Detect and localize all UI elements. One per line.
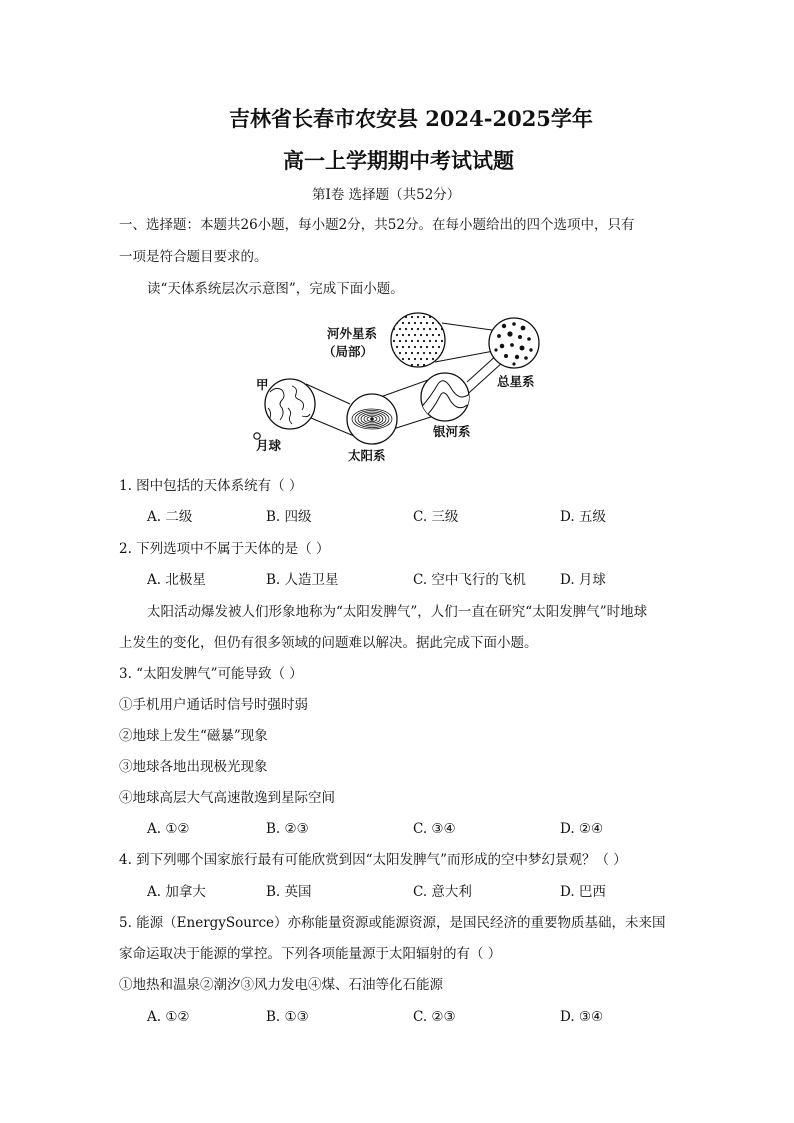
galaxy-dot <box>438 334 440 336</box>
galaxy-dot <box>393 364 395 366</box>
galaxy-dot <box>408 358 410 360</box>
intro-solar-line-1: 太阳活动爆发被人们形象地称为“太阳发脾气”，人们一直在研究“太阳发脾气”时地球 <box>147 604 648 620</box>
label-milky-way: 银河系 <box>433 424 471 439</box>
q3-item-1: ①手机用户通话时信号时强时弱 <box>119 697 308 713</box>
q3-option-d[interactable]: D. ②④ <box>560 821 604 837</box>
galaxy-dot <box>423 328 425 330</box>
galaxy-dot <box>423 364 425 366</box>
q3-item-2: ②地球上发生“磁暴”现象 <box>119 728 268 744</box>
universe-circle <box>489 318 539 368</box>
galaxy-dot <box>417 352 419 354</box>
q3-stem: 3. “太阳发脾气”可能导致（ ） <box>119 666 303 682</box>
galaxy-dot <box>423 340 425 342</box>
q2-stem: 2. 下列选项中不属于天体的是（ ） <box>119 541 330 557</box>
galaxy-dot <box>420 334 422 336</box>
galaxy-dot <box>405 328 407 330</box>
galaxy-dot <box>426 334 428 336</box>
q3-item-3: ③地球各地出现极光现象 <box>119 759 268 775</box>
galaxy-dot <box>417 364 419 366</box>
universe-galaxy-dot <box>521 326 526 331</box>
universe-galaxy-dot <box>512 322 516 326</box>
galaxy-dot <box>423 316 425 318</box>
label-solar-system: 太阳系 <box>348 448 386 462</box>
label-extragalactic-2: （局部） <box>323 344 374 359</box>
galaxy-dot <box>402 322 404 324</box>
galaxy-dot <box>408 322 410 324</box>
galaxy-dot <box>396 334 398 336</box>
galaxy-dot <box>411 352 413 354</box>
universe-galaxy-dot <box>500 344 505 349</box>
galaxy-dot <box>402 358 404 360</box>
q2-option-a[interactable]: A. 北极星 <box>147 572 206 588</box>
section-header: 第Ⅰ卷 选择题（共52分） <box>312 187 461 203</box>
galaxy-dot <box>429 340 431 342</box>
galaxy-dot <box>420 322 422 324</box>
galaxy-dot <box>396 346 398 348</box>
universe-galaxy-dot <box>527 337 531 341</box>
universe-galaxy-dot <box>510 343 514 347</box>
galaxy-dot <box>435 340 437 342</box>
galaxy-dot <box>402 346 404 348</box>
galaxy-dot <box>441 364 443 366</box>
solar-system-circle <box>347 394 397 444</box>
label-jia: 甲 <box>256 377 269 392</box>
q3-item-4: ④地球高层大气高速散逸到星际空间 <box>119 790 335 806</box>
q5-option-d[interactable]: D. ③④ <box>560 1009 604 1025</box>
universe-galaxy-dot <box>515 355 519 359</box>
galaxy-dot <box>435 352 437 354</box>
universe-galaxy-dot <box>494 348 497 351</box>
galaxy-dot <box>435 328 437 330</box>
q4-option-d[interactable]: D. 巴西 <box>560 884 606 900</box>
q5-items: ①地热和温泉②潮汐③风力发电④煤、石油等化石能源 <box>119 977 443 993</box>
galaxy-dot <box>411 364 413 366</box>
galaxy-dot <box>411 316 413 318</box>
q1-option-c[interactable]: C. 三级 <box>413 509 459 525</box>
q2-option-c[interactable]: C. 空中飞行的飞机 <box>413 572 526 588</box>
galaxy-dot <box>402 334 404 336</box>
galaxy-dot <box>432 346 434 348</box>
q3-option-c[interactable]: C. ③④ <box>413 821 456 837</box>
galaxy-dot <box>432 358 434 360</box>
galaxy-dot <box>423 352 425 354</box>
universe-galaxy-dot <box>520 346 525 351</box>
galaxy-dot <box>420 346 422 348</box>
galaxy-dot <box>405 352 407 354</box>
q2-option-d[interactable]: D. 月球 <box>560 572 606 588</box>
galaxy-dot <box>408 346 410 348</box>
galaxy-dot <box>414 322 416 324</box>
galaxy-dot <box>429 316 431 318</box>
galaxy-dot <box>414 334 416 336</box>
q3-option-a[interactable]: A. ①② <box>147 821 190 837</box>
galaxy-dot <box>432 334 434 336</box>
universe-galaxy-dot <box>524 356 528 360</box>
label-moon: 月球 <box>256 438 282 453</box>
universe-galaxy-dot <box>529 348 532 351</box>
q5-option-b[interactable]: B. ①③ <box>266 1009 309 1025</box>
galaxy-dot <box>417 328 419 330</box>
universe-galaxy-dot <box>497 334 501 338</box>
galaxy-dot <box>426 346 428 348</box>
galaxy-dot <box>441 316 443 318</box>
q5-option-a[interactable]: A. ①② <box>147 1009 190 1025</box>
q5-option-c[interactable]: C. ②③ <box>413 1009 456 1025</box>
galaxy-dot <box>411 340 413 342</box>
q4-option-b[interactable]: B. 英国 <box>266 884 312 900</box>
galaxy-dot <box>399 328 401 330</box>
galaxy-dot <box>429 352 431 354</box>
galaxy-dot <box>429 328 431 330</box>
galaxy-dot <box>438 346 440 348</box>
galaxy-dot <box>426 358 428 360</box>
galaxy-dot <box>426 322 428 324</box>
q1-option-d[interactable]: D. 五级 <box>560 509 606 525</box>
galaxy-dot <box>405 316 407 318</box>
q5-stem-line-1: 5. 能源（EnergySource）亦称能量资源或能源资源，是国民经济的重要物质基础，未来国 <box>119 915 666 931</box>
galaxy-dot <box>408 334 410 336</box>
galaxy-dot <box>399 364 401 366</box>
galaxy-dot <box>399 352 401 354</box>
q1-stem: 1. 图中包括的天体系统有（ ） <box>119 478 303 494</box>
galaxy-dot <box>414 346 416 348</box>
instructions-line-1: 一、选择题：本题共26小题，每小题2分，共52分。在每小题给出的四个选项中，只有 <box>119 217 635 233</box>
q1-option-a[interactable]: A. 二级 <box>147 509 193 525</box>
galaxy-dot <box>417 340 419 342</box>
extragalactic-galaxy-circle <box>391 313 446 367</box>
galaxy-dot <box>405 340 407 342</box>
galaxy-dot <box>432 322 434 324</box>
universe-galaxy-dot <box>518 335 522 339</box>
universe-galaxy-dot <box>502 324 506 328</box>
intro-solar-line-2: 上发生的变化，但仍有很多领域的问题难以解决。据此完成下面小题。 <box>119 635 538 651</box>
universe-galaxy-dot <box>512 362 515 365</box>
title-line-2: 高一上学期期中考试试题 <box>283 148 514 173</box>
universe-galaxy-dot <box>507 331 512 336</box>
q5-stem-line-2: 家命运取决于能源的掌控。下列各项能量源于太阳辐射的有（ ） <box>119 946 502 962</box>
q1-option-b[interactable]: B. 四级 <box>266 509 312 525</box>
q4-stem: 4. 到下列哪个国家旅行最有可能欣赏到因“太阳发脾气”而形成的空中梦幻景观？（ ） <box>119 852 627 868</box>
q4-option-c[interactable]: C. 意大利 <box>413 884 472 900</box>
galaxy-dot <box>393 316 395 318</box>
universe-galaxy-dot <box>504 354 508 358</box>
q2-option-b[interactable]: B. 人造卫星 <box>266 572 339 588</box>
galaxy-dot <box>441 340 443 342</box>
galaxy-dot <box>393 340 395 342</box>
label-extragalactic-1: 河外星系 <box>327 326 378 341</box>
label-universe: 总星系 <box>497 374 535 389</box>
galaxy-dot <box>417 316 419 318</box>
celestial-system-diagram <box>252 312 552 462</box>
galaxy-dot <box>399 316 401 318</box>
instructions-line-2: 一项是符合题目要求的。 <box>119 249 268 265</box>
galaxy-dot <box>420 358 422 360</box>
title-line-1: 吉林省长春市农安县 2024-2025学年 <box>229 106 593 131</box>
galaxy-dot <box>435 316 437 318</box>
earth-circle <box>265 379 315 429</box>
q4-option-a[interactable]: A. 加拿大 <box>147 884 206 900</box>
galaxy-dot <box>399 340 401 342</box>
galaxy-dot <box>414 358 416 360</box>
galaxy-dot <box>435 364 437 366</box>
q3-option-b[interactable]: B. ②③ <box>266 821 309 837</box>
galaxy-dot <box>411 328 413 330</box>
intro-diagram: 读“天体系统层次示意图”，完成下面小题。 <box>147 281 404 297</box>
